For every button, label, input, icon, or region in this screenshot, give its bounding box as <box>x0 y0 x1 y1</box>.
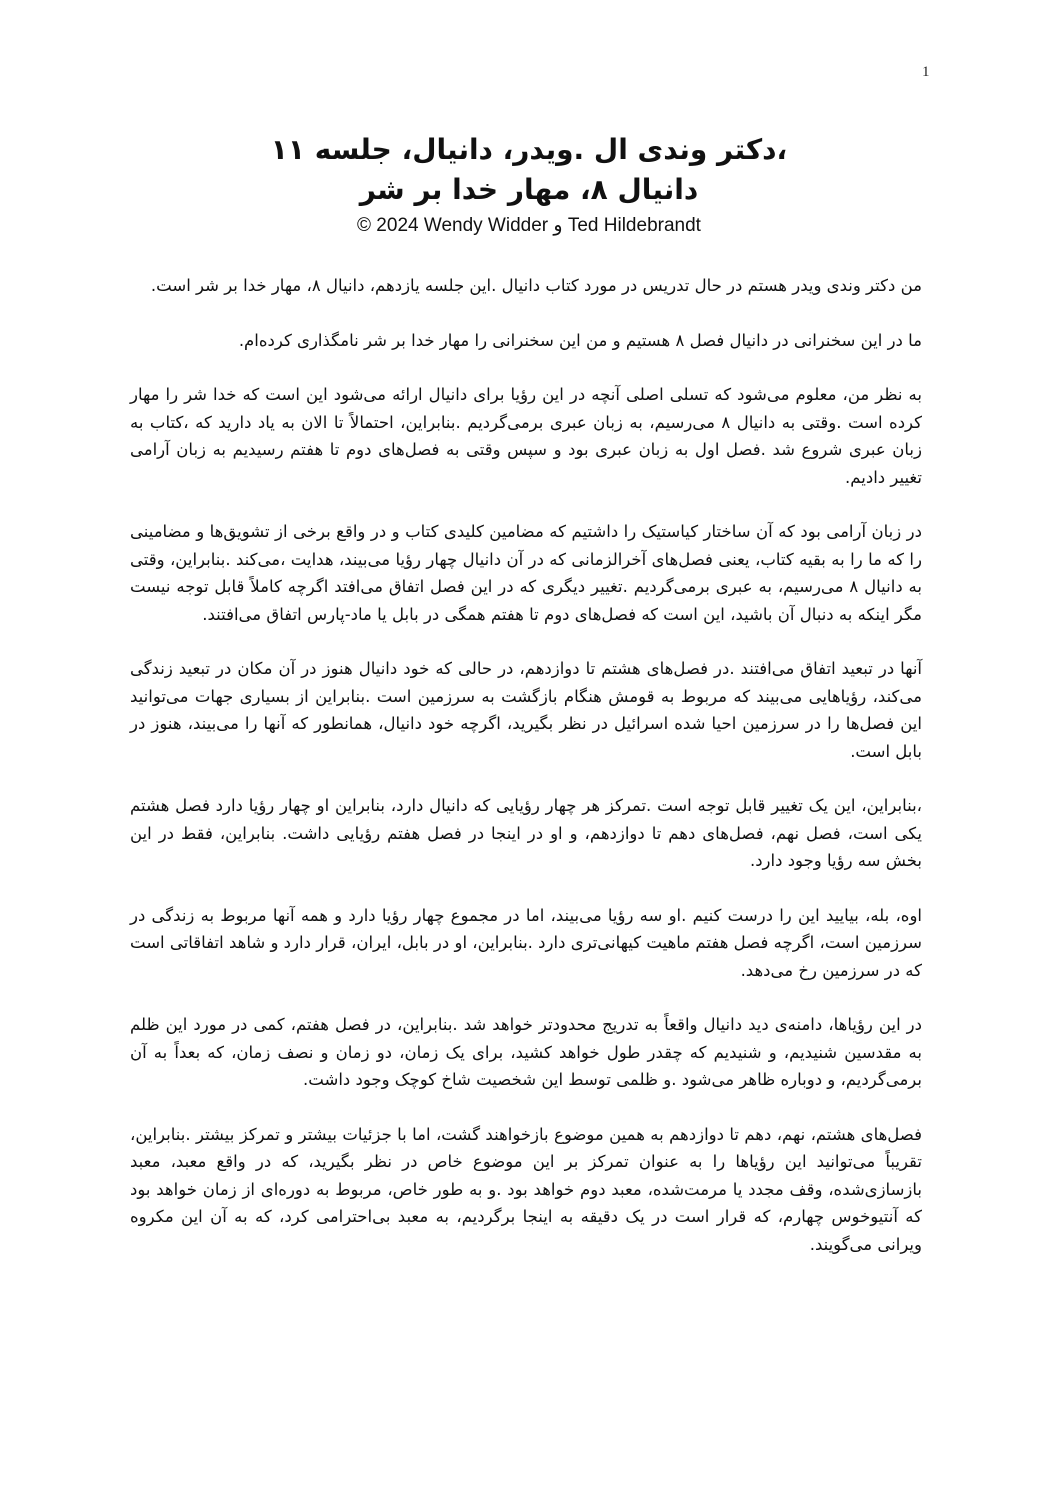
paragraph: در زبان آرامی بود که آن ساختار کیاستیک را داشتیم که مضامین کلیدی کتاب و در واقع برخی از تشویق‌ها و مضامینی را که ما را به بقیه کتاب، یعنی فصل‌های آخرالزمانی که در آن دانیال چهار رؤیا می‌بیند، هدایت ،می‌کند .بنابراین، وقتی به دانیال ۸ می‌رسیم، به عبری برمی‌گردیم .تغییر دیگری که در این فصل اتفاق می‌افتد اگرچه کاملاً قابل توجه نیست مگر اینکه به دنبال آن باشید، این است که فصل‌های دوم تا هفتم همگی در بابل یا ماد-پارس اتفاق می‌افتند. <box>130 522 922 624</box>
paragraph: ما در این سخنرانی در دانیال فصل ۸ هستیم و من این سخنرانی را مهار خدا بر شر نامگذاری کرده‌ام. <box>238 330 922 350</box>
paragraph: فصل‌های هشتم، نهم، دهم تا دوازدهم به همین موضوع بازخواهند گشت، اما با جزئیات بیشتر و تمرکز بیشتر .بنابراین، تقریباً می‌توانید این رؤیاها را به عنوان تمرکز بر این موضوع خاص در نظر بگیرید، که در واقع معبد، معبد بازسازی‌شده، وقف مجدد یا مرمت‌شده، معبد دوم خواهد بود .و به طور خاص، مربوط به دوره‌ای از زمان خواهد بود که آنتیوخوس چهارم، که قرار است در یک دقیقه به اینجا برگردیم، به معبد بی‌احترامی کرد، که به آن این مکروه ویرانی می‌گویند. <box>130 1124 922 1254</box>
document-header <box>0 130 1058 240</box>
paragraph: اوه، بله، بیایید این را درست کنیم .او سه رؤیا می‌بیند، اما در مجموع چهار رؤیا دارد و همه آنها مربوط به زندگی در سرزمین است، اگرچه فصل هفتم ماهیت کیهانی‌تری دارد .بنابراین، او در بابل، ایران، قرار دارد و شاهد اتفاقاتی است که در سرزمین رخ می‌دهد. <box>130 905 922 980</box>
page-number: 1 <box>922 64 930 80</box>
copyright-line: © 2024 Wendy Widder و Ted Hildebrandt <box>357 215 701 236</box>
title-line-2: دانیال ۸، مهار خدا بر شر <box>359 173 699 206</box>
document-title <box>0 130 1058 210</box>
document-body <box>130 272 922 1285</box>
paragraph: در این رؤیاها، دامنه‌ی دید دانیال واقعاً به تدریج محدودتر خواهد شد .بنابراین، در فصل هفتم، کمی در مورد این ظلم به مقدسین شنیدیم، و شنیدیم که چقدر طول خواهد کشید، برای یک زمان، دو زمان و نصف زمان، که بعداً به آن برمی‌گردیم، و دوباره ظاهر می‌شود .و ظلمی توسط این شخصیت شاخ کوچک وجود داشت. <box>130 1015 922 1089</box>
title-line-1: ،دکتر وندی ال .ویدر، دانیال، جلسه ۱۱ <box>270 133 788 166</box>
paragraph: من دکتر وندی ویدر هستم در حال تدریس در مورد کتاب دانیال .این جلسه یازدهم، دانیال ۸، مهار خدا بر شر است. <box>150 276 922 295</box>
paragraph: ،بنابراین، این یک تغییر قابل توجه است .تمرکز هر چهار رؤیایی که دانیال دارد، بنابراین او چهار رؤیا دارد فصل هشتم یکی است، فصل نهم، فصل‌های دهم تا دوازدهم، و او در اینجا در فصل هفتم رؤیایی داشت. بنابراین، فقط در این بخش سه رؤیا وجود دارد. <box>130 796 922 870</box>
paragraph: آنها در تبعید اتفاق می‌افتند .در فصل‌های هشتم تا دوازدهم، در حالی که خود دانیال هنوز در آن مکان در تبعید زندگی می‌کند، رؤیاهایی می‌بیند که مربوط به قومش هنگام بازگشت به سرزمین است .بنابراین از بسیاری جهات می‌توانید این فصل‌ها را در سرزمین احیا شده اسرائیل در نظر بگیرید، اگرچه خود دانیال، همانطور که آنها را می‌بیند، هنوز در بابل است. <box>130 659 922 761</box>
paragraph: به نظر من، معلوم می‌شود که تسلی اصلی آنچه در این رؤیا برای دانیال ارائه می‌شود این است که خدا شر را مهار کرده است .وقتی به دانیال ۸ می‌رسیم، به زبان عبری برمی‌گردیم .بنابراین، احتمالاً تا الان به یاد دارید که ،کتاب به زبان عبری شروع شد .فصل اول به زبان عبری بود و سپس وقتی به فصل‌های دوم تا هفتم رسیدیم به زبان آرامی تغییر دادیم. <box>130 385 922 487</box>
